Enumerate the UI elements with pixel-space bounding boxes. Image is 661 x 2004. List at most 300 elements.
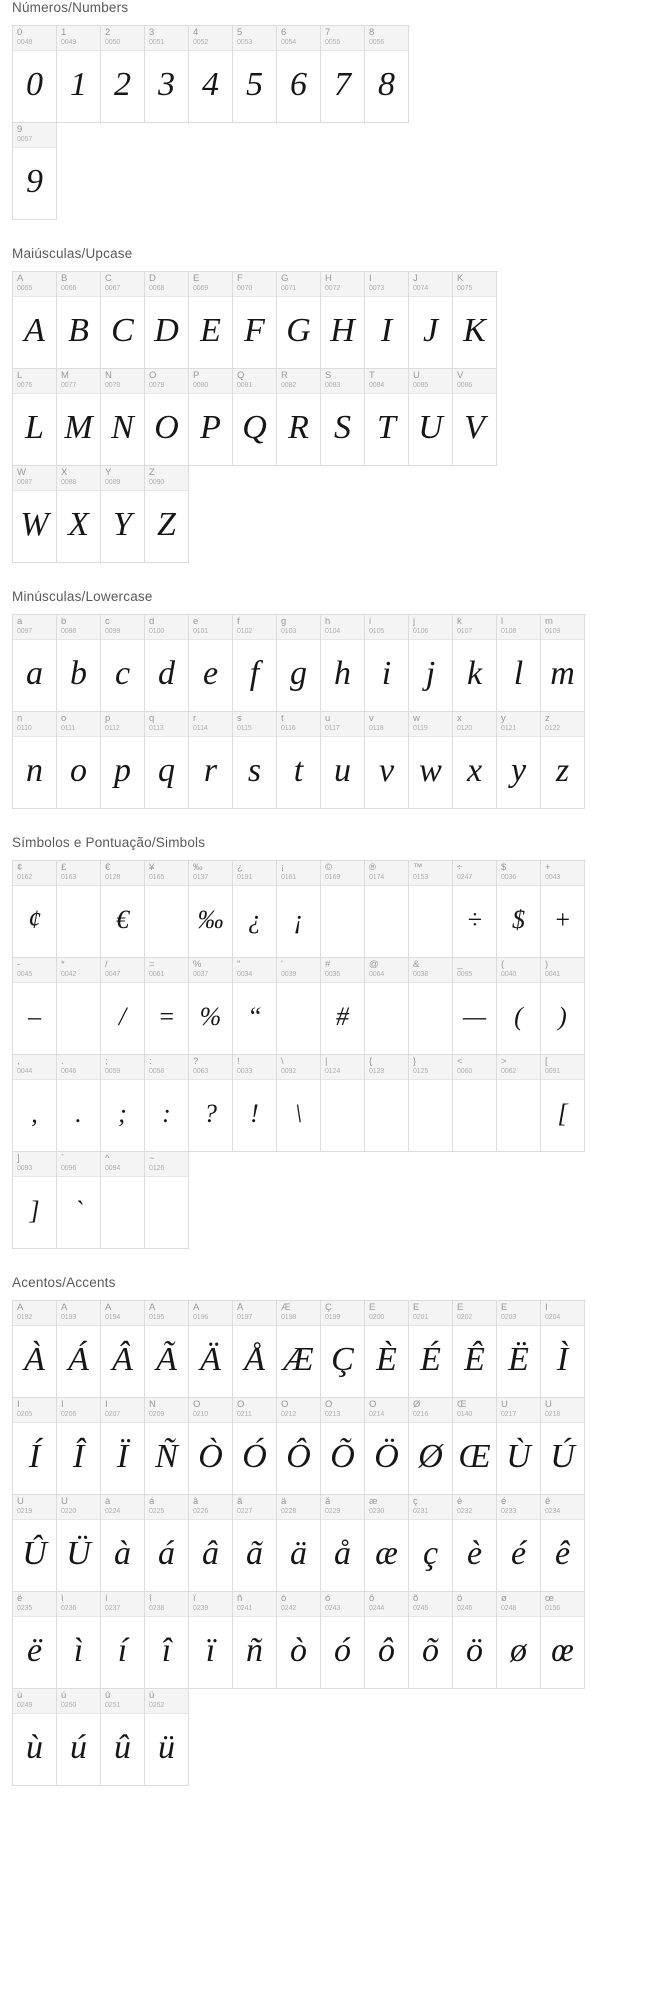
glyph-section	[0, 1249, 661, 1786]
glyph-cell[interactable]	[189, 369, 233, 466]
glyph-cell[interactable]	[321, 958, 365, 1055]
glyph-header	[233, 369, 276, 394]
glyph-character-label: O	[149, 371, 157, 381]
glyph-code-label: 0241	[237, 1605, 253, 1612]
glyph-cell[interactable]	[541, 861, 585, 958]
glyph-cell[interactable]	[409, 272, 453, 369]
glyph-preview: a	[26, 654, 43, 692]
glyph-preview: ¢	[28, 904, 41, 934]
glyph-code-label: 0047	[105, 971, 121, 978]
glyph-cell[interactable]	[409, 712, 453, 809]
glyph-preview: #	[336, 1001, 349, 1031]
glyph-cell[interactable]	[233, 26, 277, 123]
glyph-character-label: É	[413, 1303, 420, 1313]
glyph-cell[interactable]	[233, 1592, 277, 1689]
glyph-cell[interactable]	[409, 1592, 453, 1689]
glyph-preview: P	[200, 408, 221, 446]
glyph-character-label: ó	[325, 1594, 331, 1604]
glyph-character-label: Q	[237, 371, 245, 381]
glyph-preview: ï	[205, 1631, 216, 1669]
glyph-cell[interactable]	[57, 615, 101, 712]
glyph-cell[interactable]	[13, 1398, 57, 1495]
glyph-cell[interactable]	[233, 1055, 277, 1152]
glyph-code-label: 0106	[413, 628, 429, 635]
glyph-cell[interactable]	[13, 1055, 57, 1152]
glyph-header	[277, 1301, 320, 1326]
glyph-code-label: 0231	[413, 1508, 429, 1515]
glyph-header	[13, 1152, 56, 1177]
glyph-character-label: ?	[193, 1057, 199, 1067]
glyph-cell[interactable]	[101, 712, 145, 809]
glyph-cell[interactable]	[321, 712, 365, 809]
glyph-preview: c	[114, 654, 131, 692]
glyph-cell[interactable]	[57, 958, 101, 1055]
glyph-cell[interactable]	[497, 712, 541, 809]
glyph-cell[interactable]	[453, 369, 497, 466]
glyph-character-label: R	[281, 371, 288, 381]
glyph-character-label: n	[17, 714, 23, 724]
glyph-code-label: 0195	[149, 1314, 165, 1321]
glyph-cell[interactable]	[145, 1152, 189, 1249]
glyph-character-label: }	[413, 1057, 417, 1067]
glyph-code-label: 0050	[105, 39, 121, 46]
glyph-preview	[365, 886, 408, 957]
glyph-cell[interactable]	[57, 1398, 101, 1495]
glyph-cell[interactable]	[101, 1398, 145, 1495]
glyph-cell[interactable]	[497, 1301, 541, 1398]
glyph-character-label: À	[17, 1303, 24, 1313]
glyph-cell[interactable]	[277, 1301, 321, 1398]
glyph-cell[interactable]	[145, 466, 189, 563]
glyph-preview: L	[25, 408, 44, 446]
glyph-code-label: 0112	[105, 725, 120, 732]
glyph-cell[interactable]	[189, 1592, 233, 1689]
glyph-code-label: 0243	[325, 1605, 341, 1612]
glyph-cell[interactable]	[497, 861, 541, 958]
glyph-preview: e	[202, 654, 219, 692]
glyph-cell[interactable]	[13, 26, 57, 123]
glyph-cell[interactable]	[233, 861, 277, 958]
glyph-cell[interactable]	[101, 272, 145, 369]
glyph-cell[interactable]	[453, 958, 497, 1055]
glyph-cell[interactable]	[101, 958, 145, 1055]
glyph-header	[233, 1495, 276, 1520]
glyph-cell[interactable]	[453, 1301, 497, 1398]
glyph-header	[233, 272, 276, 297]
glyph-cell[interactable]	[453, 615, 497, 712]
glyph-cell[interactable]	[453, 272, 497, 369]
glyph-code-label: 0122	[545, 725, 561, 732]
glyph-cell[interactable]	[145, 1495, 189, 1592]
glyph-cell[interactable]	[541, 1398, 585, 1495]
glyph-character-label: ~	[149, 1154, 155, 1164]
glyph-header	[145, 1592, 188, 1617]
glyph-header	[321, 26, 364, 51]
glyph-cell[interactable]	[541, 1592, 585, 1689]
glyph-preview: m	[550, 654, 575, 692]
glyph-preview: M	[64, 408, 93, 446]
glyph-character-label: p	[105, 714, 111, 724]
glyph-header	[409, 615, 452, 640]
glyph-cell[interactable]	[233, 1301, 277, 1398]
glyph-cell[interactable]	[453, 712, 497, 809]
glyph-cell[interactable]	[13, 1301, 57, 1398]
glyph-character-label: *	[61, 960, 65, 970]
glyph-code-label: 0203	[501, 1314, 517, 1321]
glyph-code-label: 0083	[325, 382, 341, 389]
glyph-code-label: 0192	[17, 1314, 33, 1321]
glyph-cell[interactable]	[101, 615, 145, 712]
glyph-preview: Ö	[374, 1437, 399, 1475]
glyph-code-label: 0251	[105, 1702, 121, 1709]
glyph-cell[interactable]	[277, 1592, 321, 1689]
glyph-preview: ó	[334, 1631, 351, 1669]
glyph-cell[interactable]	[409, 1398, 453, 1495]
glyph-code-label: 0206	[61, 1411, 77, 1418]
glyph-cell[interactable]	[453, 1055, 497, 1152]
glyph-cell[interactable]	[145, 369, 189, 466]
glyph-preview	[409, 886, 452, 957]
glyph-cell[interactable]	[101, 1689, 145, 1786]
glyph-preview: ì	[73, 1631, 84, 1669]
glyph-preview: ô	[378, 1631, 395, 1669]
glyph-cell[interactable]	[453, 861, 497, 958]
glyph-code-label: 0060	[457, 1068, 473, 1075]
glyph-cell[interactable]	[321, 861, 365, 958]
glyph-cell[interactable]	[277, 26, 321, 123]
glyph-header	[13, 1055, 56, 1080]
glyph-preview: ë	[26, 1631, 43, 1669]
glyph-preview: )	[558, 1001, 567, 1031]
glyph-cell[interactable]	[189, 958, 233, 1055]
glyph-header	[541, 1301, 584, 1326]
glyph-cell[interactable]	[233, 958, 277, 1055]
glyph-header	[13, 26, 56, 51]
glyph-cell[interactable]	[277, 958, 321, 1055]
glyph-cell[interactable]	[189, 1301, 233, 1398]
glyph-cell[interactable]	[541, 712, 585, 809]
glyph-cell[interactable]	[321, 1055, 365, 1152]
glyph-cell[interactable]	[365, 272, 409, 369]
glyph-cell[interactable]	[409, 1301, 453, 1398]
glyph-cell[interactable]	[145, 1689, 189, 1786]
glyph-cell[interactable]	[57, 712, 101, 809]
glyph-cell[interactable]	[277, 861, 321, 958]
glyph-cell[interactable]	[101, 1592, 145, 1689]
glyph-cell[interactable]	[453, 1495, 497, 1592]
glyph-cell[interactable]	[409, 1495, 453, 1592]
glyph-cell[interactable]	[277, 272, 321, 369]
glyph-header	[145, 712, 188, 737]
glyph-cell[interactable]	[145, 26, 189, 123]
glyph-cell[interactable]	[277, 369, 321, 466]
glyph-code-label: 0162	[17, 874, 33, 881]
glyph-character-label: 4	[193, 28, 199, 38]
glyph-cell[interactable]	[101, 26, 145, 123]
glyph-cell[interactable]	[57, 1055, 101, 1152]
glyph-code-label: 0230	[369, 1508, 385, 1515]
glyph-cell[interactable]	[277, 1398, 321, 1495]
glyph-cell[interactable]	[189, 861, 233, 958]
glyph-code-label: 0040	[501, 971, 517, 978]
glyph-cell[interactable]	[13, 1152, 57, 1249]
glyph-header	[145, 1495, 188, 1520]
glyph-cell[interactable]	[13, 1495, 57, 1592]
glyph-cell[interactable]	[365, 1398, 409, 1495]
glyph-header	[277, 712, 320, 737]
glyph-cell[interactable]	[233, 369, 277, 466]
glyph-preview: G	[286, 311, 311, 349]
glyph-cell[interactable]	[365, 712, 409, 809]
glyph-code-label: 0207	[105, 1411, 121, 1418]
glyph-cell[interactable]	[365, 369, 409, 466]
glyph-cell[interactable]	[233, 712, 277, 809]
glyph-header	[13, 369, 56, 394]
glyph-cell[interactable]	[57, 1592, 101, 1689]
glyph-cell[interactable]	[189, 712, 233, 809]
glyph-cell[interactable]	[497, 1398, 541, 1495]
glyph-cell[interactable]	[13, 861, 57, 958]
glyph-cell[interactable]	[497, 1495, 541, 1592]
glyph-cell[interactable]	[189, 615, 233, 712]
glyph-cell[interactable]	[365, 1301, 409, 1398]
glyph-cell[interactable]	[101, 466, 145, 563]
glyph-cell[interactable]	[365, 1592, 409, 1689]
glyph-preview: Ú	[550, 1437, 575, 1475]
glyph-character-label: 2	[105, 28, 111, 38]
glyph-character-label: e	[193, 617, 199, 627]
glyph-cell[interactable]	[101, 1152, 145, 1249]
glyph-preview: %	[199, 1001, 222, 1031]
glyph-code-label: 0239	[193, 1605, 209, 1612]
glyph-header	[233, 26, 276, 51]
glyph-cell[interactable]	[277, 712, 321, 809]
glyph-cell[interactable]	[101, 861, 145, 958]
glyph-preview: =	[157, 1001, 176, 1031]
glyph-cell[interactable]	[409, 1055, 453, 1152]
glyph-character-label: y	[501, 714, 506, 724]
glyph-header	[101, 1495, 144, 1520]
glyph-cell[interactable]	[13, 466, 57, 563]
glyph-header	[13, 1592, 56, 1617]
glyph-cell[interactable]	[497, 615, 541, 712]
glyph-cell[interactable]	[453, 1592, 497, 1689]
glyph-cell[interactable]	[13, 369, 57, 466]
glyph-character-label: ì	[61, 1594, 64, 1604]
glyph-character-label: ¿	[237, 863, 243, 873]
glyph-cell[interactable]	[321, 1495, 365, 1592]
glyph-cell[interactable]	[365, 1055, 409, 1152]
section-title: Símbolos e Pontuação/Simbols	[12, 835, 206, 850]
glyph-preview: Ì	[556, 1340, 569, 1378]
glyph-cell[interactable]	[365, 958, 409, 1055]
glyph-cell[interactable]	[57, 26, 101, 123]
glyph-character-label: ê	[545, 1497, 551, 1507]
glyph-header	[409, 369, 452, 394]
glyph-preview	[409, 983, 452, 1054]
glyph-code-label: 0073	[369, 285, 385, 292]
glyph-cell[interactable]	[13, 615, 57, 712]
glyph-code-label: 0232	[457, 1508, 473, 1515]
glyph-header	[57, 1495, 100, 1520]
glyph-cell[interactable]	[189, 1495, 233, 1592]
glyph-cell[interactable]	[541, 1055, 585, 1152]
glyph-section	[0, 220, 661, 563]
glyph-cell[interactable]	[321, 615, 365, 712]
glyph-cell[interactable]	[365, 861, 409, 958]
glyph-code-label: 0039	[281, 971, 297, 978]
glyph-preview: â	[202, 1534, 219, 1572]
glyph-cell[interactable]	[541, 1495, 585, 1592]
glyph-cell[interactable]	[277, 1495, 321, 1592]
glyph-preview: 3	[158, 65, 175, 103]
glyph-character-label: N	[105, 371, 112, 381]
glyph-cell[interactable]	[497, 1055, 541, 1152]
glyph-cell[interactable]	[145, 1398, 189, 1495]
glyph-cell[interactable]	[453, 1398, 497, 1495]
glyph-cell[interactable]	[497, 1592, 541, 1689]
glyph-cell[interactable]	[541, 1301, 585, 1398]
glyph-character-label: Œ	[457, 1400, 467, 1410]
glyph-cell[interactable]	[13, 712, 57, 809]
glyph-cell[interactable]	[409, 958, 453, 1055]
glyph-cell[interactable]	[101, 1301, 145, 1398]
glyph-character-label: ã	[237, 1497, 243, 1507]
glyph-header	[453, 1055, 496, 1080]
glyph-preview: R	[288, 408, 309, 446]
glyph-cell[interactable]	[277, 615, 321, 712]
glyph-header	[13, 272, 56, 297]
glyph-cell[interactable]	[497, 958, 541, 1055]
glyph-character-label: Z	[149, 468, 155, 478]
glyph-cell[interactable]	[13, 1689, 57, 1786]
glyph-cell[interactable]	[365, 1495, 409, 1592]
glyph-header	[13, 1495, 56, 1520]
glyph-cell[interactable]	[145, 1055, 189, 1152]
glyph-header	[453, 1398, 496, 1423]
glyph-cell[interactable]	[145, 1301, 189, 1398]
glyph-header	[277, 369, 320, 394]
glyph-cell[interactable]	[321, 26, 365, 123]
glyph-cell[interactable]	[321, 369, 365, 466]
glyph-preview: Œ	[458, 1437, 491, 1475]
glyph-header	[101, 1689, 144, 1714]
glyph-cell[interactable]	[145, 958, 189, 1055]
glyph-code-label: 0090	[149, 479, 165, 486]
glyph-character-label: q	[149, 714, 155, 724]
glyph-cell[interactable]	[145, 861, 189, 958]
glyph-code-label: 0035	[325, 971, 341, 978]
glyph-cell[interactable]	[145, 712, 189, 809]
glyph-cell[interactable]	[365, 615, 409, 712]
glyph-cell[interactable]	[233, 272, 277, 369]
glyph-cell[interactable]	[233, 1495, 277, 1592]
glyph-cell[interactable]	[57, 466, 101, 563]
glyph-cell[interactable]	[321, 1592, 365, 1689]
glyph-code-label: 0091	[545, 1068, 561, 1075]
glyph-cell[interactable]	[57, 1152, 101, 1249]
glyph-cell[interactable]	[189, 1055, 233, 1152]
glyph-preview: +	[553, 904, 572, 934]
glyph-cell[interactable]	[277, 1055, 321, 1152]
glyph-cell[interactable]	[57, 369, 101, 466]
glyph-cell[interactable]	[101, 1055, 145, 1152]
glyph-cell[interactable]	[145, 1592, 189, 1689]
glyph-character-label: V	[457, 371, 464, 381]
glyph-cell[interactable]	[365, 26, 409, 123]
glyph-cell[interactable]	[321, 272, 365, 369]
glyph-cell[interactable]	[189, 1398, 233, 1495]
glyph-preview: 7	[334, 65, 351, 103]
glyph-cell[interactable]	[57, 1301, 101, 1398]
glyph-cell[interactable]	[145, 615, 189, 712]
glyph-header	[541, 861, 584, 886]
glyph-cell[interactable]	[57, 1495, 101, 1592]
glyph-cell[interactable]	[13, 958, 57, 1055]
glyph-preview: T	[377, 408, 396, 446]
glyph-code-label: 0249	[17, 1702, 33, 1709]
glyph-header	[57, 861, 100, 886]
glyph-header	[277, 26, 320, 51]
glyph-cell[interactable]	[321, 1398, 365, 1495]
glyph-cell[interactable]	[57, 861, 101, 958]
glyph-character-label: r	[193, 714, 197, 724]
glyph-preview: Å	[244, 1340, 265, 1378]
glyph-code-label: 0061	[149, 971, 165, 978]
glyph-header	[321, 1055, 364, 1080]
glyph-cell[interactable]	[101, 369, 145, 466]
glyph-cell[interactable]	[541, 958, 585, 1055]
glyph-cell[interactable]	[145, 272, 189, 369]
glyph-cell[interactable]	[189, 26, 233, 123]
glyph-code-label: 0045	[17, 971, 33, 978]
glyph-code-label: 0196	[193, 1314, 209, 1321]
glyph-code-label: 0082	[281, 382, 297, 389]
glyph-cell[interactable]	[409, 861, 453, 958]
glyph-preview: å	[334, 1534, 351, 1572]
glyph-cell[interactable]	[101, 1495, 145, 1592]
glyph-preview: 6	[290, 65, 307, 103]
glyph-cell[interactable]	[321, 1301, 365, 1398]
glyph-character-label: ü	[149, 1691, 155, 1701]
glyph-preview: Û	[22, 1534, 47, 1572]
glyph-cell[interactable]	[233, 1398, 277, 1495]
glyph-header	[13, 1689, 56, 1714]
glyph-character-label: 1	[61, 28, 67, 38]
glyph-cell[interactable]	[409, 369, 453, 466]
glyph-preview: É	[420, 1340, 441, 1378]
glyph-header	[321, 1495, 364, 1520]
glyph-cell[interactable]	[541, 615, 585, 712]
glyph-character-label: k	[457, 617, 462, 627]
glyph-cell[interactable]	[13, 272, 57, 369]
glyph-cell[interactable]	[233, 615, 277, 712]
glyph-cell[interactable]	[13, 123, 57, 220]
glyph-code-label: 0219	[17, 1508, 33, 1515]
glyph-cell[interactable]	[409, 615, 453, 712]
glyph-preview	[57, 983, 100, 1054]
glyph-header	[365, 1495, 408, 1520]
glyph-character-label: v	[369, 714, 374, 724]
glyph-header	[365, 369, 408, 394]
glyph-cell[interactable]	[189, 272, 233, 369]
glyph-cell[interactable]	[13, 1592, 57, 1689]
glyph-cell[interactable]	[57, 272, 101, 369]
glyph-cell[interactable]	[57, 1689, 101, 1786]
glyph-grid	[12, 860, 586, 1249]
glyph-code-label: 0034	[237, 971, 253, 978]
glyph-character-label: ñ	[237, 1594, 243, 1604]
